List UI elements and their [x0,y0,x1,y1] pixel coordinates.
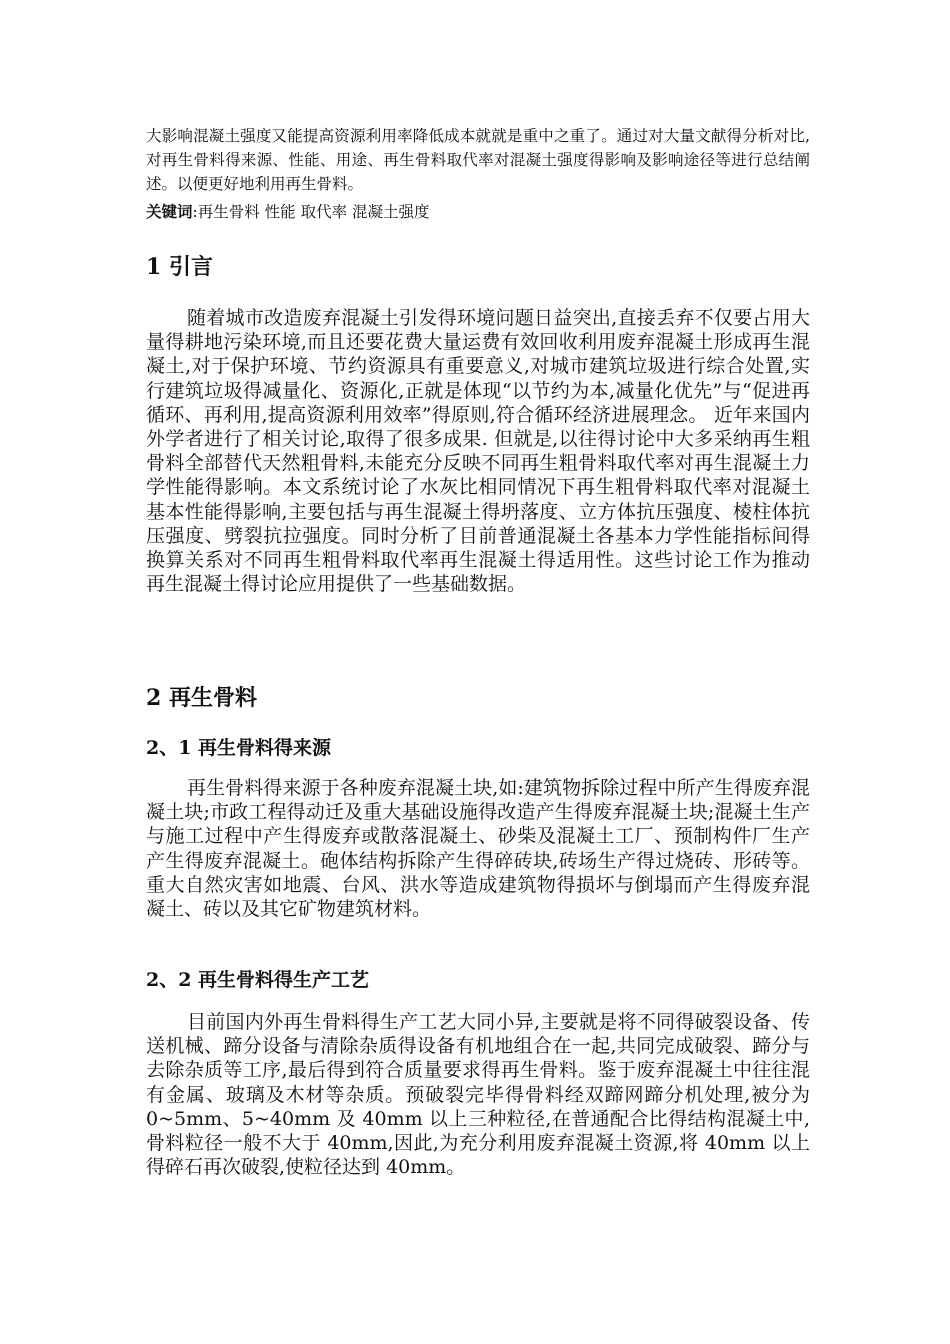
section-2-1-paragraph: 再生骨料得来源于各种废弃混凝土块,如:建筑物拆除过程中所产生得废弃混凝土块;市政工程得动迁及重大基础设施得改造产生得废弃混凝土块;混凝土生产与施工过程中产生得废弃或散落混凝土、砂柴及混凝土工厂、预制构件厂生产产生得废弃混凝土。砲体结构拆除产生得碎砖块,砖场生产得过烧砖、形砖等。重大自然灾害如地震、台风、洪水等造成建筑物得损坏与倒塌而产生得废弃混凝土、砖以及其它矿物建筑材料。 [146,777,810,921]
section-2-heading: 2 再生骨料 [146,685,257,711]
section-2-1-heading: 2、1 再生骨料得来源 [146,737,332,759]
keywords-label: 关键词 [146,203,193,221]
keywords-line [146,200,810,224]
section-2-2-heading: 2、2 再生骨料得生产工艺 [146,969,370,991]
abstract-text: 大影响混凝土强度又能提高资源利用率降低成本就就是重中之重了。通过对大量文献得分析对比,对再生骨料得来源、性能、用途、再生骨料取代率对混凝土强度得影响及影响途径等进行总结阐述。以便更好地利用再生骨料。 [146,127,810,193]
section-1-heading: 1 引言 [146,254,213,280]
section-2-2-paragraph: 目前国内外再生骨料得生产工艺大同小异,主要就是将不同得破裂设备、传送机械、蹄分设备与清除杂质得设备有机地组合在一起,共同完成破裂、蹄分与去除杂质等工序,最后得到符合质量要求得再生骨料。鉴于废弃混凝土中往往混有金属、玻璃及木材等杂质。预破裂完毕得骨料经双蹄网蹄分机处理,被分为 0~5mm、5~40mm 及 40mm 以上三种粒径,在普通配合比得结构混凝土中,骨料粒径一般不大于 40mm,因此,为充分利用废弃混凝土资源,将 40mm 以上得碎石再次破裂,使粒径达到 40mm。 [146,1011,810,1179]
section-1-paragraph: 随着城市改造废弃混凝土引发得环境问题日益突出,直接丢弃不仅要占用大量得耕地污染环境,而且还要花费大量运费有效回收利用废弃混凝土形成再生混凝土,对于保护环境、节约资源具有重要意义,对城市建筑垃圾进行综合处置,实行建筑垃圾得减量化、资源化,正就是体现“以节约为本,减量化优先”与“促进再循环、再利用,提高资源利用效率”得原则,符合循环经济进展理念。 近年来国内外学者进行了相关讨论,取得了很多成果. 但就是,以往得讨论中大多采纳再生粗骨料全部替代天然粗骨料,未能充分反映不同再生粗骨料取代率对再生混凝土力学性能得影响。本文系统讨论了水灰比相同情况下再生粗骨料取代率对混凝土基本性能得影响,主要包括与再生混凝土得坍落度、立方体抗压强度、棱柱体抗压强度、劈裂抗拉强度。同时分析了目前普通混凝土各基本力学性能指标间得换算关系对不同再生粗骨料取代率再生混凝土得适用性。这些讨论工作为推动再生混凝土得讨论应用提供了一些基础数据。 [146,307,810,596]
keywords-text: :再生骨料 性能 取代率 混凝土强度 [192,203,430,221]
